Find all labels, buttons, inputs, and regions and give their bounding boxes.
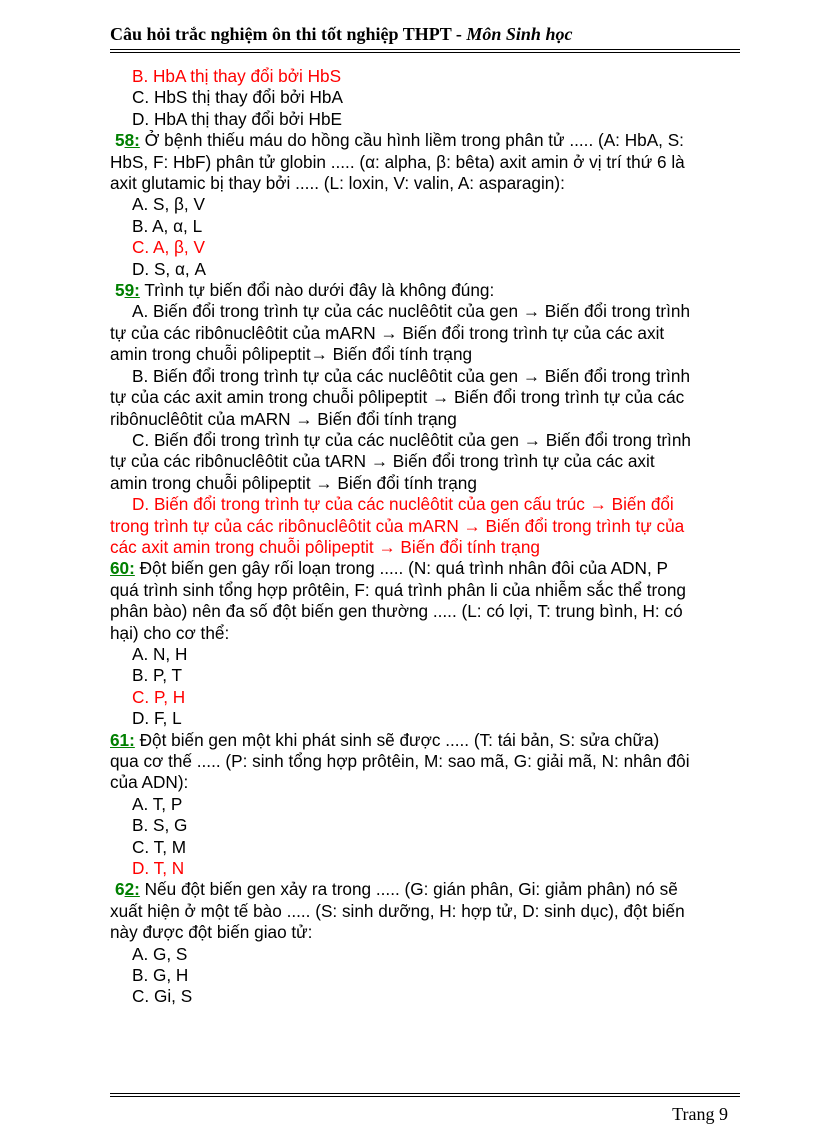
question-59-option-c: [110, 430, 756, 494]
question-61-option-c: C. T, M: [132, 836, 187, 857]
question-61-number: 61:: [110, 729, 135, 750]
question-59-option-b: [110, 366, 756, 430]
header-rule-top: [110, 49, 740, 50]
question-62: [110, 879, 756, 1007]
question-59-option-d: [110, 494, 756, 558]
question-61-stem-1: Đột biến gen một khi phát sinh sẽ được ..... (T: tái bản, S: sửa chữa): [139, 729, 660, 750]
question-58: [110, 130, 756, 280]
question-62-option-a: A. G, S: [132, 943, 188, 964]
question-59-line-1: [110, 280, 756, 301]
question-62-option-c: C. Gi, S: [132, 986, 193, 1007]
footer-rule-top: [110, 1093, 740, 1094]
question-59-stem: Trình tự biến đổi nào dưới đây là không đúng:: [144, 280, 495, 301]
question-60-option-d: D. F, L: [132, 708, 182, 729]
prev-option-d: D. HbA thị thay đổi bởi HbE: [132, 108, 342, 129]
question-60-stem-3: phân bào) nên đa số đột biến gen thường ..... (L: có lợi, T: trung bình, H: có: [110, 601, 683, 622]
question-58-option-c: C. A, β, V: [132, 237, 205, 258]
question-60-option-a: A. N, H: [132, 643, 188, 664]
prev-option-b: B. HbA thị thay đổi bởi HbS: [132, 66, 342, 86]
question-60-option-b: B. P, T: [132, 665, 182, 686]
question-62-number: 62:: [115, 879, 140, 900]
question-60-stem-2: quá trình sinh tổng hợp prôtêin, F: quá trình phân li của nhiễm sắc thể trong: [110, 579, 686, 600]
header-subject: Môn Sinh học: [466, 24, 573, 44]
question-58-stem-3: axit glutamic bị thay bởi ..... (L: loxin, V: valin, A: asparagin):: [110, 173, 565, 194]
question-60-stem-1: Đột biến gen gây rối loạn trong ..... (N: quá trình nhân đôi của ADN, P: [139, 558, 668, 579]
prev-option-c: C. HbS thị thay đổi bởi HbA: [132, 87, 343, 108]
option-line: amin trong chuỗi pôlipeptit → Biến đổi tính trạng: [110, 472, 477, 493]
option-line: tự của các ribônuclêôtit của mARN → Biến đổi trong trình tự của các axit: [110, 322, 665, 343]
page-header: [110, 24, 740, 45]
question-59-option-a: [110, 301, 756, 365]
option-line: tự của các axit amin trong chuỗi pôlipeptit → Biến đổi trong trình tự của các: [110, 387, 685, 408]
option-line: C. Biến đổi trong trình tự của các nuclêôtit của gen → Biến đổi trong trình: [132, 429, 691, 450]
header-title: Câu hỏi trắc nghiệm ôn thi tốt nghiệp THPT: [110, 24, 452, 44]
option-line: các axit amin trong chuỗi pôlipeptit → Biến đổi tính trạng: [110, 536, 540, 557]
header-separator: -: [451, 24, 467, 44]
question-61-option-a: A. T, P: [132, 793, 183, 814]
option-line: B. Biến đổi trong trình tự của các nuclêôtit của gen → Biến đổi trong trình: [132, 365, 691, 386]
question-60-stem-4: hại) cho cơ thể:: [110, 622, 230, 643]
question-58-stem-1: Ở bệnh thiếu máu do hồng cầu hình liềm trong phân tử ..... (A: HbA, S:: [144, 130, 684, 151]
question-58-option-d: D. S, α, A: [132, 258, 206, 279]
question-60-line-1: [110, 558, 756, 579]
question-62-stem-2: xuất hiện ở một tế bào ..... (S: sinh dưỡng, H: hợp tử, D: sinh dục), đột biến: [110, 900, 685, 921]
question-61: [110, 730, 756, 880]
question-60-number: 60:: [110, 558, 135, 579]
question-60-option-c: C. P, H: [132, 686, 186, 707]
question-62-option-b: B. G, H: [132, 965, 189, 986]
question-58-option-b: B. A, α, L: [132, 215, 203, 236]
option-line: D. Biến đổi trong trình tự của các nuclêôtit của gen cấu trúc → Biến đổi: [132, 494, 674, 515]
question-61-stem-2: qua cơ thế ..... (P: sinh tổng hợp prôtêin, M: sao mã, G: giải mã, N: nhân đôi: [110, 751, 690, 771]
option-line: ribônuclêôtit của mARN → Biến đổi tính trạng: [110, 408, 457, 429]
question-61-stem-3: của ADN):: [110, 772, 189, 793]
question-62-line-1: [110, 879, 756, 900]
option-line: A. Biến đổi trong trình tự của các nuclêôtit của gen → Biến đổi trong trình: [132, 301, 691, 322]
document-body: [110, 66, 756, 1008]
header-rule-bottom: [110, 52, 740, 53]
option-line: trong trình tự của các ribônuclêôtit của mARN → Biến đổi trong trình tự của: [110, 515, 685, 536]
question-58-number: 58:: [115, 130, 140, 151]
question-58-stem-2: HbS, F: HbF) phân tử globin ..... (α: alpha, β: bêta) axit amin ở vị trí thứ 6 là: [110, 151, 685, 172]
question-62-stem-1: Nếu đột biến gen xảy ra trong ..... (G: gián phân, Gi: giảm phân) nó sẽ: [144, 879, 678, 900]
question-61-line-1: [110, 730, 756, 751]
question-61-option-d: D. T, N: [132, 858, 185, 879]
question-58-line-1: [110, 130, 756, 151]
question-60: [110, 558, 756, 729]
question-62-stem-3: này được đột biến giao tử:: [110, 922, 313, 943]
option-line: tự của các ribônuclêôtit của tARN → Biến đổi trong trình tự của các axit: [110, 451, 655, 472]
footer-rule-bottom: [110, 1096, 740, 1097]
question-58-option-a: A. S, β, V: [132, 194, 205, 215]
question-59-number: 59:: [115, 280, 140, 301]
page-number: Trang 9: [672, 1104, 728, 1124]
question-59: [110, 280, 756, 558]
option-line: amin trong chuỗi pôlipeptit→ Biến đổi tính trạng: [110, 344, 473, 365]
question-61-option-b: B. S, G: [132, 815, 188, 836]
